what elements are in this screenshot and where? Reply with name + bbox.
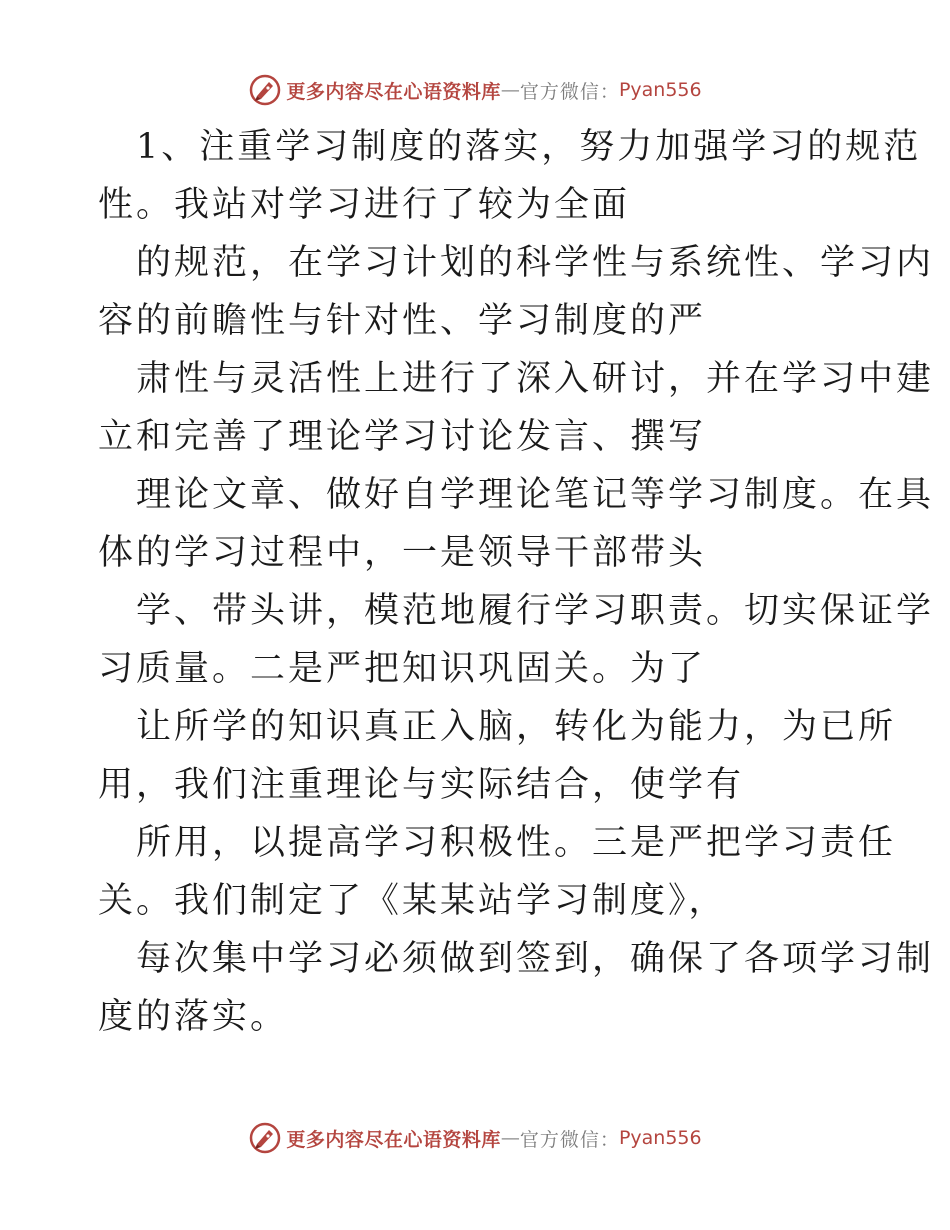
wechat-label: 官方微信 [519, 1128, 600, 1151]
header-watermark-banner [0, 70, 950, 110]
site-name-text: 更多内容尽在心语资料库 [286, 80, 501, 103]
text-line: 关。我们制定了《某某站学习制度》， [98, 881, 727, 921]
text-line: 立和完善了理论学习讨论发言、撰写 [98, 417, 707, 457]
colon: ： [599, 80, 619, 103]
text-line: 容的前瞻性与针对性、学习制度的严 [98, 301, 707, 341]
footer-watermark-banner [0, 1118, 950, 1158]
text-line: 的规范，在学习计划的科学性与系统性、学习内 [136, 243, 935, 283]
separator-dash: — [500, 1127, 520, 1149]
text-line: 肃性与灵活性上进行了深入研讨，并在学习中建 [136, 359, 935, 399]
text-line: 所用，以提高学习积极性。三是严把学习责任 [136, 823, 897, 863]
text-line: 度的落实。 [98, 997, 289, 1037]
text-line: 理论文章、做好自学理论笔记等学习制度。在具 [136, 475, 935, 515]
text-line: 用，我们注重理论与实际结合，使学有 [98, 765, 745, 805]
text-line: 让所学的知识真正入脑，转化为能力，为已所 [136, 707, 897, 747]
document-body [98, 118, 935, 1046]
text-line: 每次集中学习必须做到签到，确保了各项学习制 [136, 939, 935, 979]
pen-nib-logo-icon [248, 73, 282, 107]
separator-dash: — [500, 79, 520, 101]
text-line: 性。我站对学习进行了较为全面 [98, 185, 631, 225]
text-line: 习质量。二是严把知识巩固关。为了 [98, 649, 707, 689]
text-line: 1、注重学习制度的落实，努力加强学习的规范 [136, 127, 922, 167]
wechat-label: 官方微信 [519, 80, 600, 103]
text-line: 学、带头讲，模范地履行学习职责。切实保证学 [136, 591, 935, 631]
text-line: 体的学习过程中，一是领导干部带头 [98, 533, 707, 573]
site-name-text: 更多内容尽在心语资料库 [286, 1128, 501, 1151]
colon: ： [599, 1128, 619, 1151]
wechat-id: Pyan556 [618, 1127, 702, 1149]
wechat-id: Pyan556 [618, 79, 702, 101]
pen-nib-logo-icon [248, 1121, 282, 1155]
